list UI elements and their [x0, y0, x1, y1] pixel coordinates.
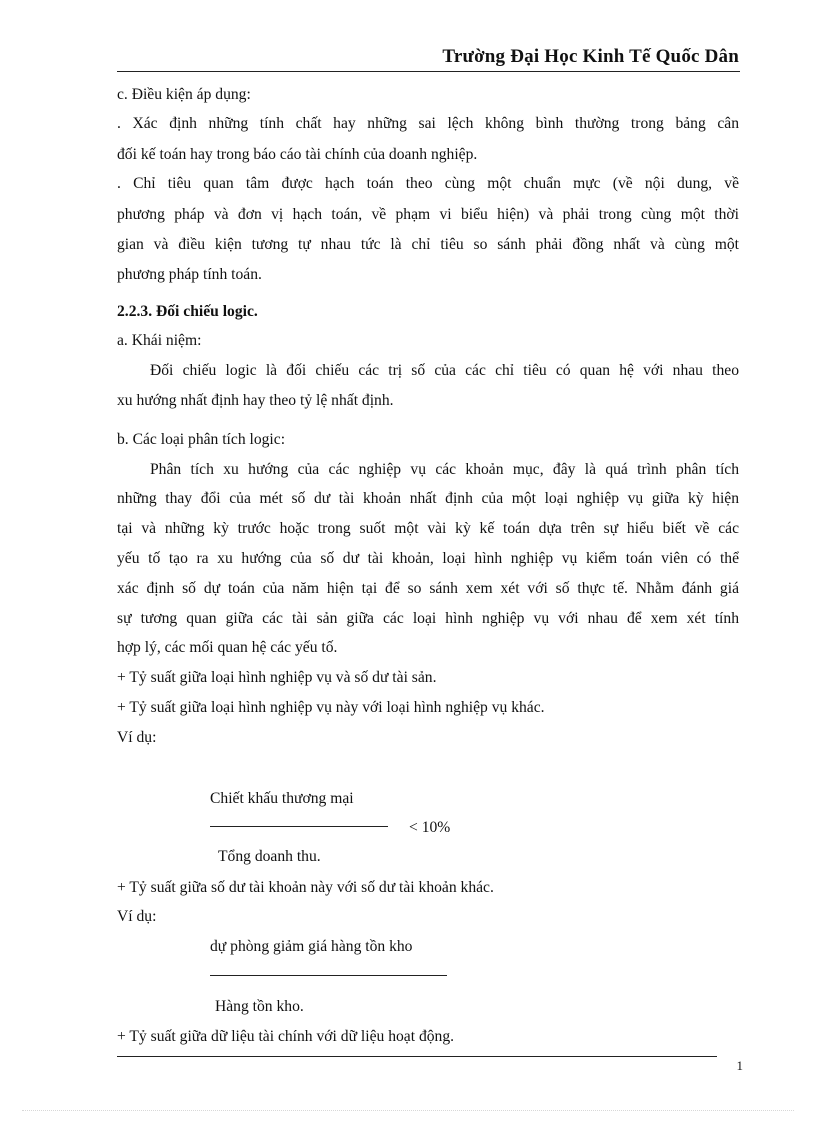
bullet-item: + Tỷ suất giữa dữ liệu tài chính với dữ liệu hoạt động. [117, 1028, 455, 1045]
paragraph-line: những thay đổi của mét số dư tài khoản nhất định của một loại nghiệp vụ giữa kỳ hiện [117, 490, 739, 507]
paragraph-line: . Chỉ tiêu quan tâm được hạch toán theo cùng một chuẩn mực (về nội dung, về [117, 175, 739, 192]
paragraph-line: Phân tích xu hướng của các nghiệp vụ các khoản mục, đây là quá trình phân tích [150, 461, 739, 478]
subsection-a-heading: a. Khái niệm: [117, 332, 202, 349]
page-bottom-border [22, 1110, 794, 1111]
footer-rule [117, 1056, 717, 1057]
paragraph-line: xu hướng nhất định hay theo tỷ lệ nhất định. [117, 392, 394, 409]
fraction-denominator: Tổng doanh thu. [218, 848, 321, 865]
paragraph-line: sự tương quan giữa các tài sản giữa các loại hình nghiệp vụ với nhau để xem xét tính [117, 610, 739, 627]
bullet-item: + Tỷ suất giữa số dư tài khoản này với số dư tài khoản khác. [117, 879, 494, 896]
section-c-heading: c. Điều kiện áp dụng: [117, 86, 251, 103]
bullet-item: + Tỷ suất giữa loại hình nghiệp vụ này với loại hình nghiệp vụ khác. [117, 699, 545, 716]
fraction-bar [210, 975, 447, 976]
fraction-numerator: Chiết khấu thương mại [210, 790, 354, 807]
paragraph-line: phương pháp tính toán. [117, 266, 262, 283]
paragraph-line: gian và điều kiện tương tự nhau tức là chỉ tiêu so sánh phải đồng nhất và cùng một [117, 236, 739, 253]
fraction-denominator: Hàng tồn kho. [215, 998, 304, 1015]
paragraph-line: phương pháp và đơn vị hạch toán, về phạm vi biểu hiện) và phải trong cùng một thời [117, 206, 739, 223]
paragraph-line: Đối chiếu logic là đối chiếu các trị số của các chỉ tiêu có quan hệ với nhau theo [150, 362, 739, 379]
section-heading: 2.2.3. Đối chiếu logic. [117, 303, 258, 320]
bullet-item: + Tỷ suất giữa loại hình nghiệp vụ và số dư tài sản. [117, 669, 437, 686]
subsection-b-heading: b. Các loại phân tích logic: [117, 431, 286, 448]
example-label: Ví dụ: [117, 908, 157, 925]
fraction-bar [210, 826, 388, 827]
header-rule [117, 71, 740, 72]
example-label: Ví dụ: [117, 729, 157, 746]
paragraph-line: đối kế toán hay trong báo cáo tài chính của doanh nghiệp. [117, 146, 478, 163]
paragraph-line: yếu tố tạo ra xu hướng của số dư tài khoản, loại hình nghiệp vụ kiểm toán viên có thể [117, 550, 739, 567]
header-title: Trường Đại Học Kinh Tế Quốc Dân [442, 46, 739, 67]
fraction-relation: < 10% [409, 819, 451, 836]
paragraph-line: . Xác định những tính chất hay những sai lệch không bình thường trong bảng cân [117, 115, 739, 132]
paragraph-line: tại và những kỳ trước hoặc trong suốt một vài kỳ kế toán dựa trên sự hiểu biết về các [117, 520, 739, 537]
paragraph-line: xác định số dự toán của năm hiện tại để so sánh xem xét với số thực tế. Nhằm đánh giá [117, 580, 739, 597]
fraction-numerator: dự phòng giảm giá hàng tồn kho [210, 938, 413, 955]
page-number: 1 [736, 1058, 743, 1073]
paragraph-line: hợp lý, các mối quan hệ các yếu tố. [117, 639, 338, 656]
